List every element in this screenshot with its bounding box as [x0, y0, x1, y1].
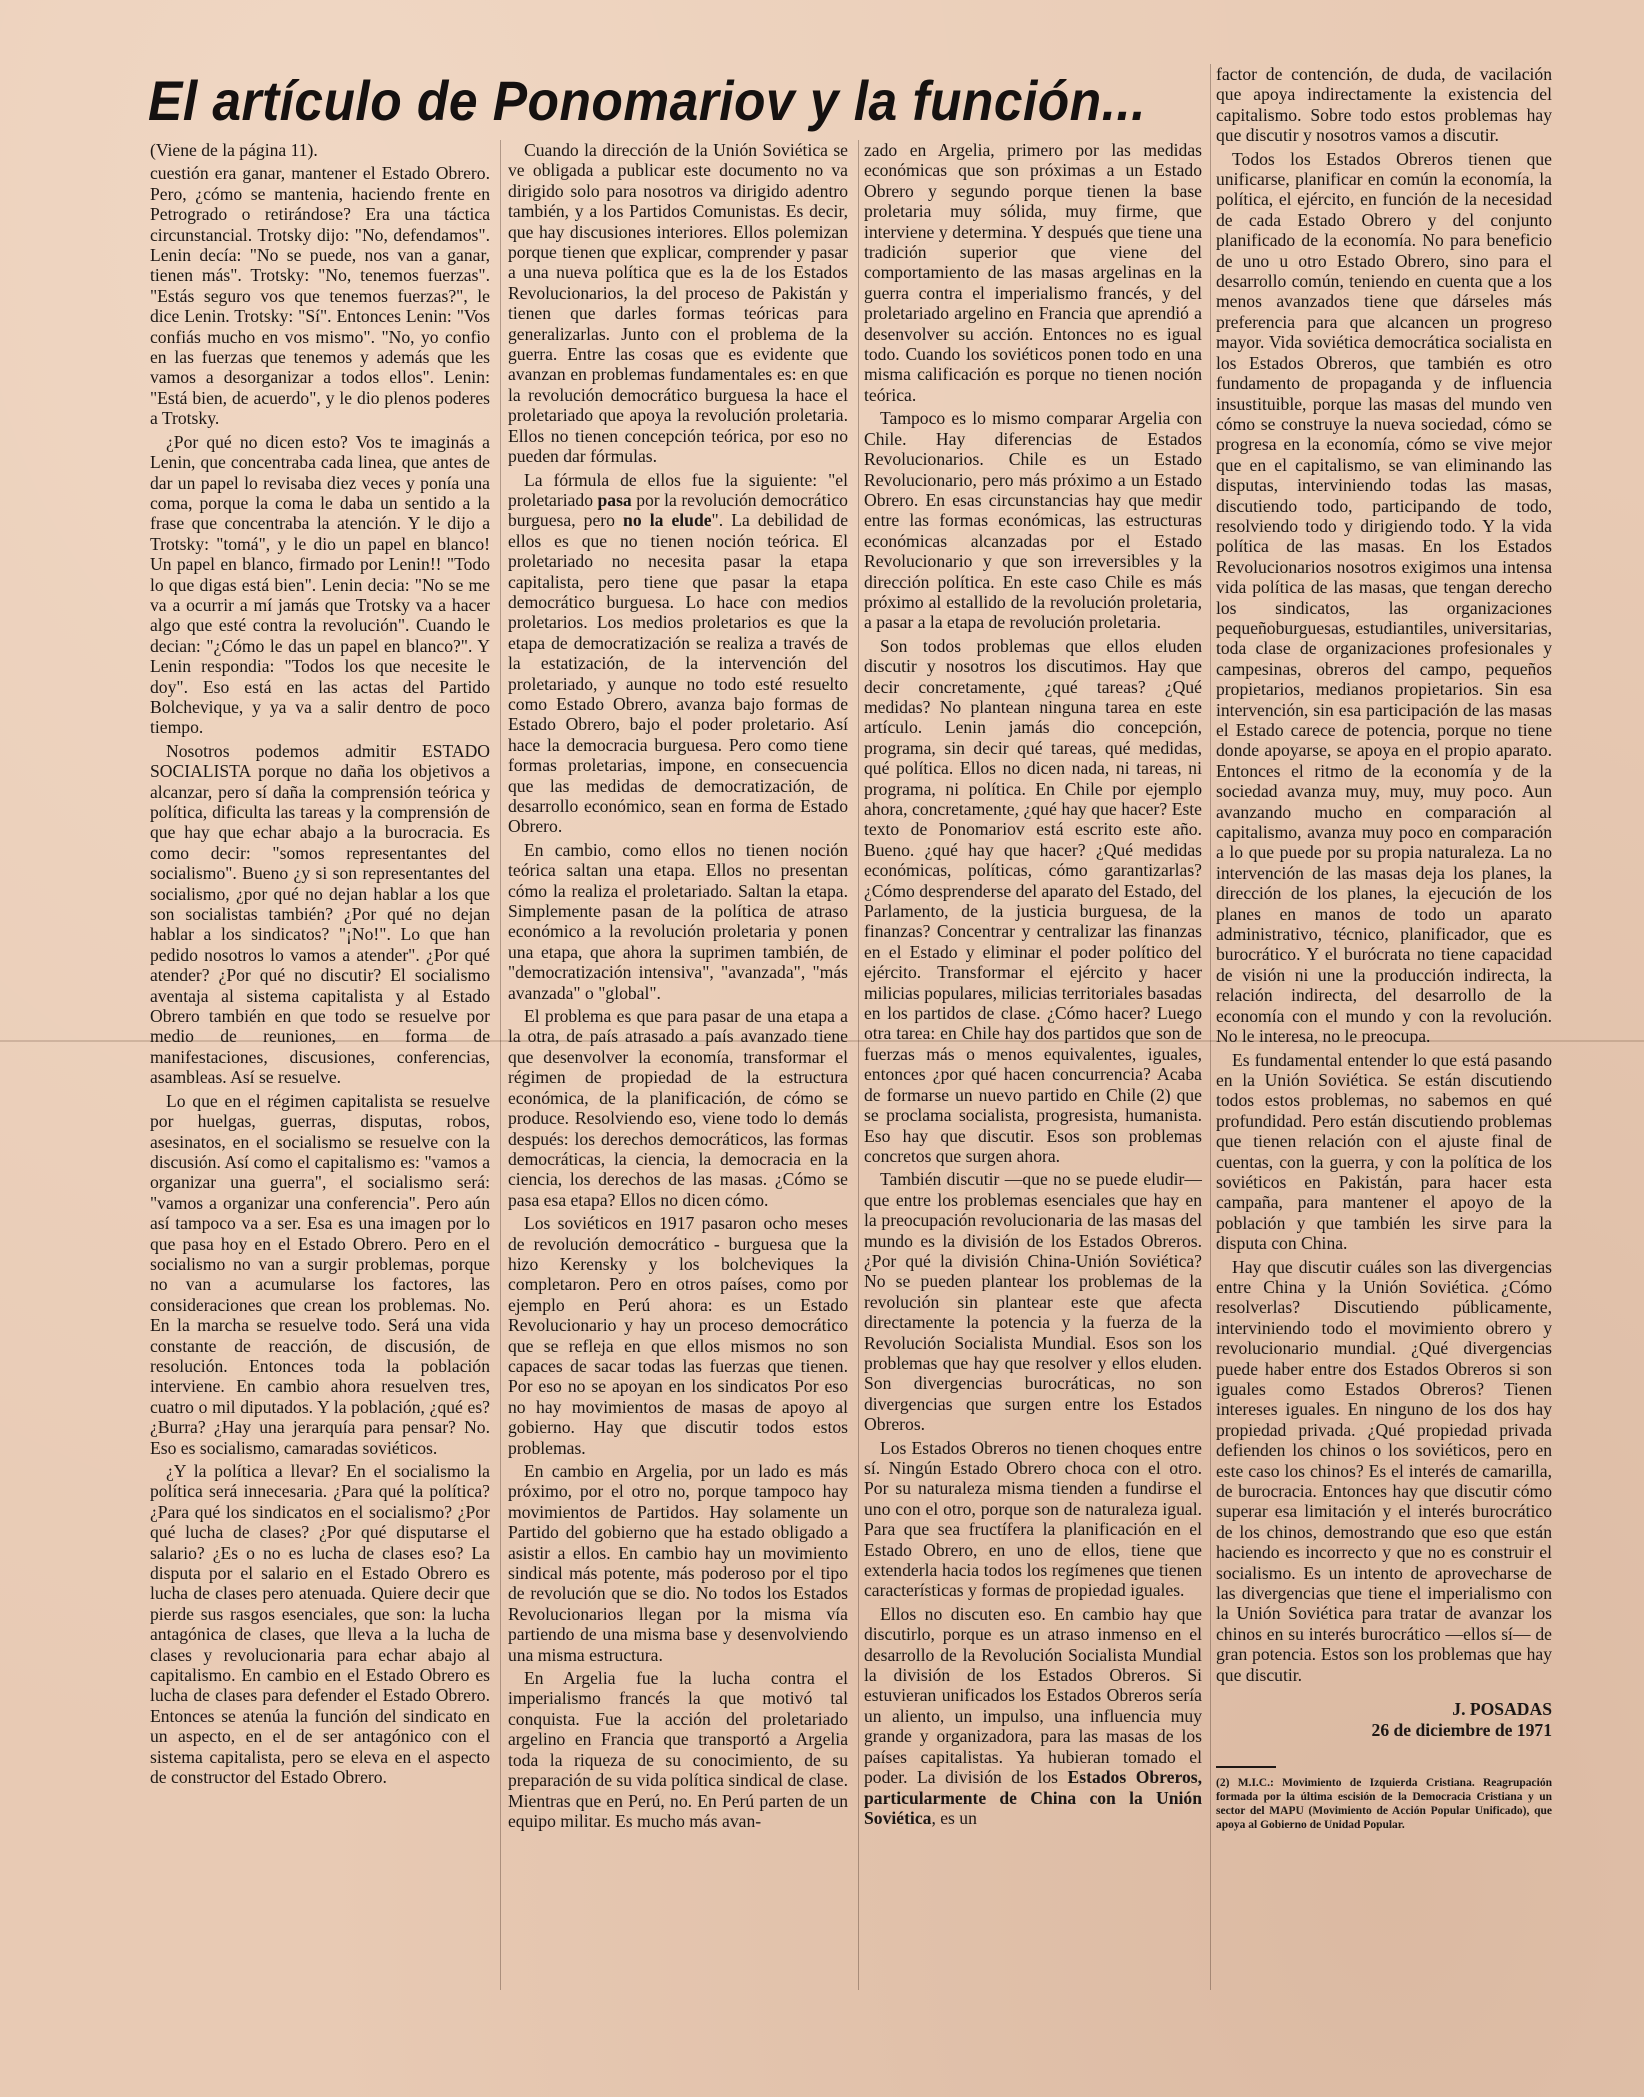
article-title: El artículo de Ponomariov y la función... [148, 69, 1146, 132]
column-divider [858, 140, 859, 1990]
paragraph: El problema es que para pasar de una etapa a la otra, de país atrasado a país avanzado tiene que desenvolver la economía, transformar el régimen de propiedad de la estructura económica, de la planificación, de cómo se produce. Resolviendo eso, viene todo lo demás después: los derechos democráticos, las formas democráticas, la ciencia, la democracia en la ciencia, los derechos de las masas. ¿Cómo se pasa esa etapa? Ellos no dicen cómo. [508, 1006, 848, 1210]
paragraph: factor de contención, de duda, de vacilación que apoya indirectamente la existencia del capitalismo. Sobre todo estos problemas hay que discutir y nosotros vamos a discutir. [1216, 64, 1552, 146]
paragraph: La fórmula de ellos fue la siguiente: "el proletariado pasa por la revolución democrático burguesa, pero no la elude". La debilidad de ellos es que no tienen noción teórica. El proletariado no necesita pasar la etapa capitalista, pero tiene que pasar la etapa democrático burguesa. Lo hace con medios proletarios. Los medios proletarios es que la etapa de democratización se realiza a través de la estatización, de la intervención del proletariado, y aunque no todo esté resuelto como Estado Obrero, avanza bajo formas de Estado Obrero, bajo el poder proletario. Así hace la democracia burguesa. Pero como tiene formas proletarias, impone, en consecuencia que las medidas de democratización, de desarrollo económico, sean en forma de Estado Obrero. [508, 469, 848, 837]
paragraph: Tampoco es lo mismo comparar Argelia con Chile. Hay diferencias de Estados Revolucionarios. Chile es un Estado Revolucionario, pero más próximo a un Estado Obrero. En esas circunstancias hay que medir entre las formas económicas, las estructuras económicas alcanzadas por el Estado Revolucionario y que son irreversibles y la dirección política. En este caso Chile es más próximo al estallido de la revolución proletaria, a pasar a la etapa de revolución proletaria. [864, 408, 1202, 633]
paragraph: ¿Por qué no dicen esto? Vos te imaginás a Lenin, que concentraba cada linea, que antes de dar un papel lo revisaba diez veces y ponía una coma, porque la coma le daba un sentido a la frase que concentraba la atención. Y le dijo a Trotsky: "tomá", y le dio un papel en blanco! Un papel en blanco, firmado por Lenin!! "Todo lo que digas está bien". Lenin decia: "No se me va a ocurrir a mí jamás que Trotsky va a hacer algo que esté contra la revolución". Cuando le decian: "¿Cómo le das un papel en blanco?". Y Lenin respondia: "Todos los que necesite le doy". Eso está en las actas del Partido Bolchevique, y ya va a salir dentro de poco tiempo. [150, 431, 490, 738]
paragraph: En cambio, como ellos no tienen noción teórica saltan una etapa. Ellos no presentan cómo la realiza el proletariado. Saltan la etapa. Simplemente pasan de la política de atraso económico a la revolución proletaria y ponen una etapa, que ahora la suprimen también, de "democratización intensiva", "avanzada", "más avanzada" o "global". [508, 839, 848, 1003]
paragraph: Hay que discutir cuáles son las divergencias entre China y la Unión Soviética. ¿Cómo resolverlas? Discutiendo públicamente, interviniendo todo el movimiento obrero y revolucionario mundial. ¿Qué divergencias puede haber entre dos Estados Obreros si son iguales como Estados Obreros? Tienen intereses iguales. En ninguno de los dos hay propiedad privada. ¿Qué propiedad privada defienden los chinos o los soviéticos, pero en este caso los chinos? Es el interés de camarilla, de burocracia. Entonces hay que discutir cómo superar esa limitación y el interés burocrático de los chinos, demostrando que eso que están haciendo es incorrecto y que no es construir el socialismo. Es un intento de aprovecharse de las divergencias que tiene el imperialismo con la Unión Soviética para tratar de avanzar los chinos en su interés burocrático —ellos sí— de gran potencia. Estos son los problemas que hay que discutir. [1216, 1256, 1552, 1685]
paragraph: También discutir —que no se puede eludir— que entre los problemas esenciales que hay en la preocupación revolucionaria de las masas del mundo es la división de los Estados Obreros. ¿Por qué la división China-Unión Soviética? No se pueden plantear los problemas de la revolución sin plantear este que afecta directamente la potencia y la fuerza de la Revolución Socialista Mundial. Esos son los problemas que hay que resolver y ellos eluden. Son divergencias burocráticas, no son divergencias que surgen entre los Estados Obreros. [864, 1169, 1202, 1435]
article-date: 26 de diciembre de 1971 [1371, 1719, 1552, 1740]
paragraph: Ellos no discuten eso. En cambio hay que discutirlo, porque es un atraso inmenso en el desarrollo de la Revolución Socialista Mundial la división de los Estados Obreros. Si estuvieran unificados los Estados Obreros sería un aliento, un impulso, una influencia muy grande y organizadora, para las masas de los países capitalistas. Ya hubieran tomado el poder. La división de los Estados Obreros, particularmente de China con la Unión Soviética, es un [864, 1603, 1202, 1828]
paragraph: Los Estados Obreros no tienen choques entre sí. Ningún Estado Obrero choca con el otro. Por su naturaleza misma tienden a fundirse el uno con el otro, porque son de naturaleza igual. Para que sea fructífera la planificación en el Estado Obrero, en uno de ellos, tiene que extenderla hacia todos los regímenes que tienen características y formas de propiedad iguales. [864, 1437, 1202, 1601]
paragraph: zado en Argelia, primero por las medidas económicas que son próximas a un Estado Obrero y segundo porque tienen la base proletaria muy sólida, muy firme, que interviene y determina. Y después que tiene una tradición superior que viene del comportamiento de las masas argelinas en la guerra contra el imperialismo francés, y del proletariado argelino en Francia que aprendió a desenvolver su acción. Entonces no es igual todo. Cuando los soviéticos ponen todo en una misma calificación es porque no tienen noción teórica. [864, 140, 1202, 405]
column-3 [864, 140, 1202, 2000]
footnote: (2) M.I.C.: Movimiento de Izquierda Cristiana. Reagrupación formada por la última escisión de la Democracia Cristiana y un sector del MAPU (Movimiento de Acción Popular Unificado), que apoya al Gobierno de Unidad Popular. [1216, 1776, 1552, 1831]
column-4-body [1216, 64, 1552, 1685]
footnote-rule [1216, 1766, 1276, 1768]
paragraph: (Viene de la página 11). [150, 140, 318, 160]
column-divider [500, 140, 501, 1990]
paragraph: Los soviéticos en 1917 pasaron ocho meses de revolución democrático - burguesa que la hizo Kerensky y los bolcheviques la completaron. Pero en otros países, como por ejemplo en Perú ahora: es un Estado Revolucionario y hay un proceso democrático que se refleja en que ellos mismos no son capaces de sacar todas las fuerzas que tienen. Por eso no se apoyan en los sindicatos Por eso no hay movimientos de masas de apoyo al gobierno. Hay que discutir todos estos problemas. [508, 1213, 848, 1458]
paragraph: Nosotros podemos admitir ESTADO SOCIALISTA porque no daña los objetivos a alcanzar, pero sí daña la comprensión teórica y política, dificulta las tareas y la comprensión de que hay que echar abajo a la burocracia. Es como decir: "somos representantes del socialismo". Bueno ¿y si son representantes del socialismo, ¿por qué no dejan hablar a los que son socialistas también? ¿Por qué no dejan hablar a los sindicatos? "¡No!". Lo que han pedido nosotros lo vamos a atender". ¿Por qué atender? ¿Por qué no discutir? El socialismo aventaja al sistema capitalista y al Estado Obrero también en que todo se resuelve por medio de reuniones, en forma de manifestaciones, discusiones, conferencias, asambleas. Así se resuelve. [150, 740, 490, 1088]
paragraph: Es fundamental entender lo que está pasando en la Unión Soviética. Se están discutiendo todos estos problemas, no sabemos en qué profundidad. Pero están discutiendo problemas que tienen relación con el ajuste final de cuentas, con la guerra, y con la política de los soviéticos en Pakistán, para hacer esta campaña, para mantener el apoyo de la población y que también les sirve para la disputa con China. [1216, 1049, 1552, 1254]
paragraph: Todos los Estados Obreros tienen que unificarse, planificar en común la economía, la política, el ejército, en función de la necesidad de cada Estado Obrero y del conjunto planificado de la economía. No para beneficio de uno u otro Estado Obrero, sino para el desarrollo común, teniendo en cuenta que a los menos avanzados tiene que dárseles más preferencia para que alcancen un progreso mayor. Vida soviética democrática socialista en los Estados Obreros, que también es otro fundamento de propaganda y de influencia insustituible, porque las masas del mundo ven cómo se construye la nueva sociedad, cómo se progresa en la economía, cómo se vive mejor que en el capitalismo, se van eliminando las disputas, interviniendo todas las masas, discutiendo todo, participando de todo, resolviendo todo y dirigiendo todo. Y la vida política de las masas. En los Estados Revolucionarios nosotros exigimos una intensa vida política de las masas, que tengan derecho los sindicatos, las organizaciones pequeñoburguesas, estudiantiles, universitarias, toda clase de organizaciones profesionales y campesinas, obreros del campo, pequeños propietarios, medianos propietarios. Sin esa intervención, sin esa participación de las masas el Estado carece de potencia, porque no tiene donde apoyarse, se apoya en el propio aparato. Entonces el ritmo de la economía y de la sociedad avanza muy, muy, muy poco. Aun avanzando mucho en comparación al capitalismo, avanza muy poco en comparación a lo que puede por su propia naturaleza. La no intervención de las masas deja los planes, la dirección de los planes, la ejecución de los planes en manos de todo un aparato administrativo, técnico, planificador, que es burocrático. Y el burócrata no tiene capacidad de visión ni une la producción indirecta, la relación indirecta, del desarrollo de la economía con el mundo y con la revolución. No le interesa, no le preocupa. [1216, 148, 1552, 1047]
paragraph: En Argelia fue la lucha contra el imperialismo francés la que motivó tal conquista. Fue la acción del proletariado argelino en Francia que transportó a Argelia toda la riqueza de su conocimiento, de su preparación de su vida política sindical de clase. Mientras que en Perú, no. En Perú parten de un equipo militar. Es mucho más avan- [508, 1668, 848, 1831]
column-1 [150, 140, 490, 2000]
author-name: J. POSADAS [1452, 1699, 1552, 1720]
paragraph: Cuando la dirección de la Unión Soviética se ve obligada a publicar este documento no va dirigido solo para nosotros va dirigido adentro también, y a los Partidos Comunistas. Es decir, que hay discusiones interiores. Ellos polemizan porque tienen que explicar, comprender y pasar a una nueva política que es la de los Estados Revolucionarios, la del proceso de Pakistán y tienen que darles formas teóricas para generalizarlas. Junto con el problema de la guerra. Entre las cosas que es evidente que avanzan en problemas fundamentales es: en que la revolución democrático burguesa la hace el proletariado que apoya la revolución proletaria. Ellos no tienen concepción teórica, por eso no pueden dar fórmulas. [508, 140, 848, 467]
paragraph: ¿Y la política a llevar? En el socialismo la política será innecesaria. ¿Para qué la política? ¿Para qué los sindicatos en el socialismo? ¿Por qué lucha de clases? ¿Por qué disputarse el salario? ¿Es o no es lucha de clases eso? La disputa por el salario en el Estado Obrero es lucha de clases pero atenuada. Quiere decir que pierde sus rasgos esenciales, que son: la lucha antagónica de clases, que lleva a la lucha de clases y revolucionaria para echar abajo al capitalismo. En cambio en el Estado Obrero es lucha de clases para defender el Estado Obrero. Entonces se atenúa la función del sindicato en un aspecto, en el de ser antagónico con el sistema capitalista, pero se eleva en el aspecto de constructor del Estado Obrero. [150, 1461, 490, 1788]
paragraph: En cambio en Argelia, por un lado es más próximo, por el otro no, porque tampoco hay movimientos de Partidos. Hay solamente un Partido del gobierno que ha estado obligado a asistir a ellos. En cambio hay un movimiento sindical más potente, más poderoso por el tipo de revolución que se dio. No todos los Estados Revolucionarios llegan por la misma vía partiendo de una misma base y desenvolviendo una misma estructura. [508, 1461, 848, 1665]
paragraph: Lo que en el régimen capitalista se resuelve por huelgas, guerras, disputas, robos, asesinatos, en el socialismo se resuelve con la discusión. Así como el capitalismo es: "vamos a organizar una guerra", el socialismo será: "vamos a organizar una conferencia". Pero aún así tampoco va a ser. Esa es una imagen por lo que pasa hoy en el Estado Obrero. Pero en el socialismo no van a surgir problemas, porque no van a acumularse los factores, las consideraciones que crean los problemas. No. En la marcha se resuelve todo. Será una vida constante de reacción, de discusión, de resolución. Entonces toda la población interviene. En cambio ahora resuelven tres, cuatro o mil diputados. Y la población, ¿qué es? ¿Burra? ¿Hay una jerarquía para pensar? No. Eso es socialismo, camaradas soviéticos. [150, 1090, 490, 1458]
column-2 [508, 140, 848, 2000]
column-4 [1216, 64, 1552, 2024]
column-divider [1210, 64, 1211, 1990]
signature [1216, 1699, 1552, 1740]
paragraph: Son todos problemas que ellos eluden discutir y nosotros los discutimos. Hay que decir concretamente, ¿qué tareas? ¿Qué medidas? No plantean ninguna tarea en este artículo. Lenin jamás dio concepción, programa, sin decir qué tareas, qué medidas, qué política. Ellos no dicen nada, ni tareas, ni programa, ni política. En Chile por ejemplo ahora, concretamente, ¿qué hay que hacer? Este texto de Ponomariov está escrito este año. Bueno. ¿qué hay que hacer? ¿Qué medidas económicas, políticas, cómo garantizarlas? ¿Cómo desprenderse del aparato del Estado, del Parlamento, de la justicia burguesa, de la finanzas? Concentrar y centralizar las finanzas en el Estado y eliminar el poder político del ejército. Transformar el ejército y hacer milicias populares, milicias territoriales basadas en los partidos de clase. ¿Cómo hacer? Luego otra tarea: en Chile hay dos partidos que son de fuerzas más o menos equivalentes, iguales, entonces ¿por qué hacen concurrencia? Acaba de formarse un nuevo partido en Chile (2) que se proclama socialista, progresista, humanista. Eso hay que discutir. Esos son problemas concretos que surgen ahora. [864, 635, 1202, 1166]
paragraph: cuestión era ganar, mantener el Estado Obrero. Pero, ¿cómo se mantenia, haciendo frente en Petrogrado o retirándose? Era una táctica circunstancial. Trotsky dijo: "No, defendamos". Lenin decía: "No se puede, nos van a ganar, tienen más". Trotsky: "No, tenemos fuerzas". "Estás seguro vos que tenemos fuerzas?", le dice Lenin. Trotsky: "Sí". Entonces Lenin: "Vos confiás mucho en vos mismo". "No, yo confio en las fuerzas que tenemos y además que les vamos a desorganizar a todos ellos". Lenin: "Está bien, de acuerdo", y le dio plenos poderes a Trotsky. [150, 163, 490, 429]
